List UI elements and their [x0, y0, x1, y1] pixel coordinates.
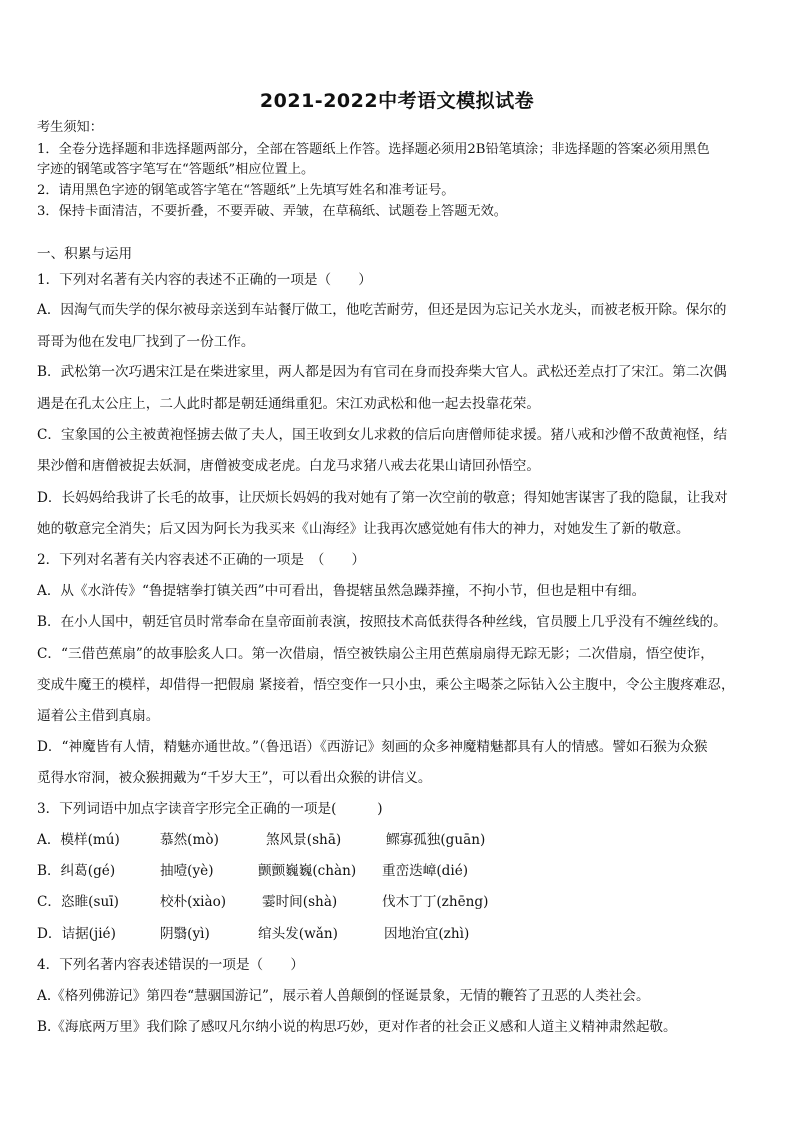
option-a-word-2: 慕然(mò) — [160, 832, 219, 848]
question-stem: 4．下列名著内容表述错误的一项是（ ） — [37, 957, 304, 973]
question-line: B.《海底两万里》我们除了感叹凡尔纳小说的构思巧妙，更对作者的社会正义感和人道主义精神肃然起敬。 — [37, 1019, 677, 1035]
option-c-word-4: 伐木丁丁(zhēng) — [382, 894, 489, 910]
question-stem: 3．下列词语中加点字读音字形完全正确的一项是( ) — [37, 801, 383, 817]
option-b-word-3: 颤颤巍巍(chàn) — [258, 863, 357, 879]
notice-heading: 考生须知： — [37, 120, 103, 135]
option-b-word-4: 重峦迭嶂(dié) — [382, 863, 469, 879]
option-a-word-1: A．模样(mú) — [37, 832, 120, 848]
question-stem: 2．下列对名著有关内容表述不正确的一项是 （ ） — [37, 552, 366, 568]
option-c-word-1: C．恣睢(suī) — [37, 894, 119, 910]
question-line: 果沙僧和唐僧被捉去妖洞，唐僧被变成老虎。白龙马求猪八戒去花果山请回孙悟空。 — [37, 458, 540, 474]
question-line: C．宝象国的公主被黄袍怪掳去做了夫人，国王收到女儿求救的信后向唐僧师徒求援。猪八戒和沙僧不敌黄袍怪，结 — [37, 427, 728, 443]
option-b-word-2: 抽噎(yè) — [160, 863, 214, 879]
option-d-word-1: D．诘据(jié) — [37, 926, 116, 942]
section-heading: 一、积累与运用 — [37, 246, 133, 262]
notice-line: 字迹的钢笔或答字笔写在“答题纸”相应位置上。 — [37, 162, 315, 177]
question-line: A．从《水浒传》“鲁提辖拳打镇关西”中可看出，鲁提辖虽然急躁莽撞，不拘小节，但也是粗中有细。 — [37, 583, 646, 599]
option-b-word-1: B．纠葛(gé) — [37, 863, 116, 879]
option-d-word-2: 阴翳(yì) — [160, 926, 210, 942]
question-line: D．长妈妈给我讲了长毛的故事，让厌烦长妈妈的我对她有了第一次空前的敬意；得知她害谋害了我的隐鼠，让我对 — [37, 490, 728, 506]
question-line: D．“神魔皆有人情，精魅亦通世故。”（鲁迅语）《西游记》刻画的众多神魔精魅都具有人的情感。譬如石猴为众猴 — [37, 739, 708, 755]
question-line: 觅得水帘洞，被众猴拥戴为“千岁大王”，可以看出众猴的讲信义。 — [37, 770, 432, 786]
notice-line: 1．全卷分选择题和非选择题两部分，全部在答题纸上作答。选择题必须用2B铅笔填涂；非选择题的答案必须用黑色 — [37, 142, 710, 157]
question-line: 哥哥为他在发电厂找到了一份工作。 — [37, 334, 255, 350]
question-line: C．“三借芭蕉扇”的故事脍炙人口。第一次借扇，悟空被铁扇公主用芭蕉扇扇得无踪无影；二次借扇，悟空使诈， — [37, 646, 714, 662]
option-c-word-3: 霎时间(shà) — [262, 894, 338, 910]
option-a-word-4: 鳏寡孤独(guān) — [386, 832, 486, 848]
page-title: 2021-2022中考语文模拟试卷 — [259, 90, 535, 112]
question-line: B．武松第一次巧遇宋江是在柴进家里，两人都是因为有官司在身而投奔柴大官人。武松还差点打了宋江。第二次偶 — [37, 364, 727, 380]
question-line: A.《格列佛游记》第四卷“慧骃国游记”，展示着人兽颠倒的怪诞景象，无情的鞭笞了丑恶的人类社会。 — [37, 988, 650, 1004]
option-c-word-2: 校朴(xiào) — [160, 894, 227, 910]
option-d-word-4: 因地治宜(zhì) — [384, 926, 470, 942]
question-line: A．因淘气而失学的保尔被母亲送到车站餐厅做工，他吃苦耐劳，但还是因为忘记关水龙头，而被老板开除。保尔的 — [37, 302, 727, 318]
question-line: 她的敬意完全消失；后又因为阿长为我买来《山海经》让我再次感觉她有伟大的神力，对她发生了新的敬意。 — [37, 521, 690, 537]
option-d-word-3: 绾头发(wǎn) — [258, 926, 338, 942]
notice-line: 3．保持卡面清洁，不要折叠，不要弄破、弄皱，在草稿纸、试题卷上答题无效。 — [37, 204, 507, 219]
question-line: 遇是在孔太公庄上，二人此时都是朝廷通缉重犯。宋江劝武松和他一起去投靠花荣。 — [37, 396, 540, 412]
question-line: 变成牛魔王的模样，却借得一把假扇 紧接着，悟空变作一只小虫，乘公主喝茶之际钻入公主腹中，令公主腹疼难忍， — [37, 677, 735, 693]
notice-line: 2．请用黑色字迹的钢笔或答字笔在“答题纸”上先填写姓名和准考证号。 — [37, 183, 455, 198]
question-stem: 1．下列对名著有关内容的表述不正确的一项是（ ） — [37, 272, 372, 288]
question-line: B．在小人国中，朝廷官员时常奉命在皇帝面前表演，按照技术高低获得各种丝线，官员腰上几乎没有不缠丝线的。 — [37, 614, 727, 630]
option-a-word-3: 煞风景(shā) — [266, 832, 342, 848]
question-line: 逼着公主借到真扇。 — [37, 708, 160, 724]
